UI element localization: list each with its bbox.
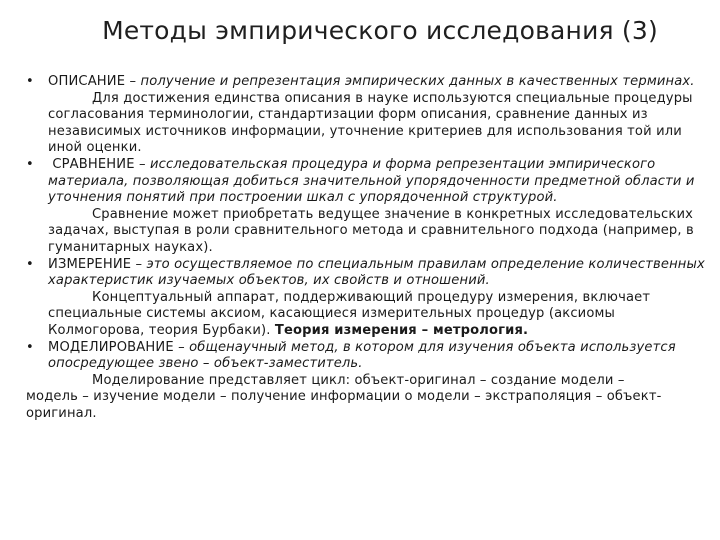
item-text-tail: модель – изучение модели – получение информации о модели – экстраполяция – объект-оригинал. xyxy=(26,389,662,421)
item-emphasis: Теория измерения – метрология. xyxy=(274,322,529,338)
item-text: Концептуальный аппарат, поддерживающий процедуру измерения, включает специальные системы аксиом, касающиеся измерительных процедур (аксиомы Колмогорова, теория Бурбаки). xyxy=(48,289,651,338)
item-definition: исследовательская процедура и форма репрезентации эмпирического материала, позволяющая добиться значительной упорядоченности предметной области и уточнения понятий при построении шкал с упорядоченной структурой. xyxy=(48,156,695,206)
item-heading xyxy=(48,257,706,290)
item-definition: получение и репрезентация эмпирических данных в качественных терминах. xyxy=(140,74,695,89)
list-item-description xyxy=(26,74,706,157)
list-item-measurement xyxy=(26,257,706,340)
item-term: СРАВНЕНИЕ xyxy=(52,156,135,172)
item-text-block xyxy=(48,290,706,340)
list-item-modeling xyxy=(26,340,706,423)
slide-content xyxy=(26,74,706,422)
bullet-icon: • xyxy=(26,256,34,272)
item-dash: – xyxy=(125,74,141,89)
item-text: Для достижения единства описания в науке используются специальные процедуры согласования терминологии, стандартизации форм описания, сравнение данных из независимых источников информации, уточнение критериев для использования той или иной оценки. xyxy=(48,90,693,156)
item-heading xyxy=(48,340,706,373)
item-dash: – xyxy=(131,256,147,272)
item-text: Моделирование представляет цикл: объект-оригинал – создание модели – xyxy=(92,372,625,388)
item-definition: общенаучный метод, в котором для изучения объекта используется опосредующее звено – объект-заместитель. xyxy=(48,339,676,372)
item-definition: это осуществляемое по специальным правилам определение количественных характеристик изучаемых объектов, их свойств и отношений. xyxy=(48,256,705,289)
item-term: ОПИСАНИЕ xyxy=(48,74,126,89)
item-term: ИЗМЕРЕНИЕ xyxy=(48,256,132,272)
slide-title: Методы эмпирического исследования (3) xyxy=(102,16,658,45)
bullet-icon: • xyxy=(26,74,34,89)
item-dash: – xyxy=(173,339,190,355)
bullet-icon: • xyxy=(26,339,34,355)
item-text: Сравнение может приобретать ведущее значение в конкретных исследовательских задачах, выступая в роли сравнительного метода и сравнительного подхода (например, в гуманитарных науках). xyxy=(48,206,694,255)
list-item-comparison xyxy=(26,157,706,257)
item-heading xyxy=(48,74,706,91)
item-term: МОДЕЛИРОВАНИЕ xyxy=(48,339,174,355)
item-heading xyxy=(48,157,706,207)
bullet-icon: • xyxy=(26,156,34,172)
item-dash: – xyxy=(134,156,151,172)
